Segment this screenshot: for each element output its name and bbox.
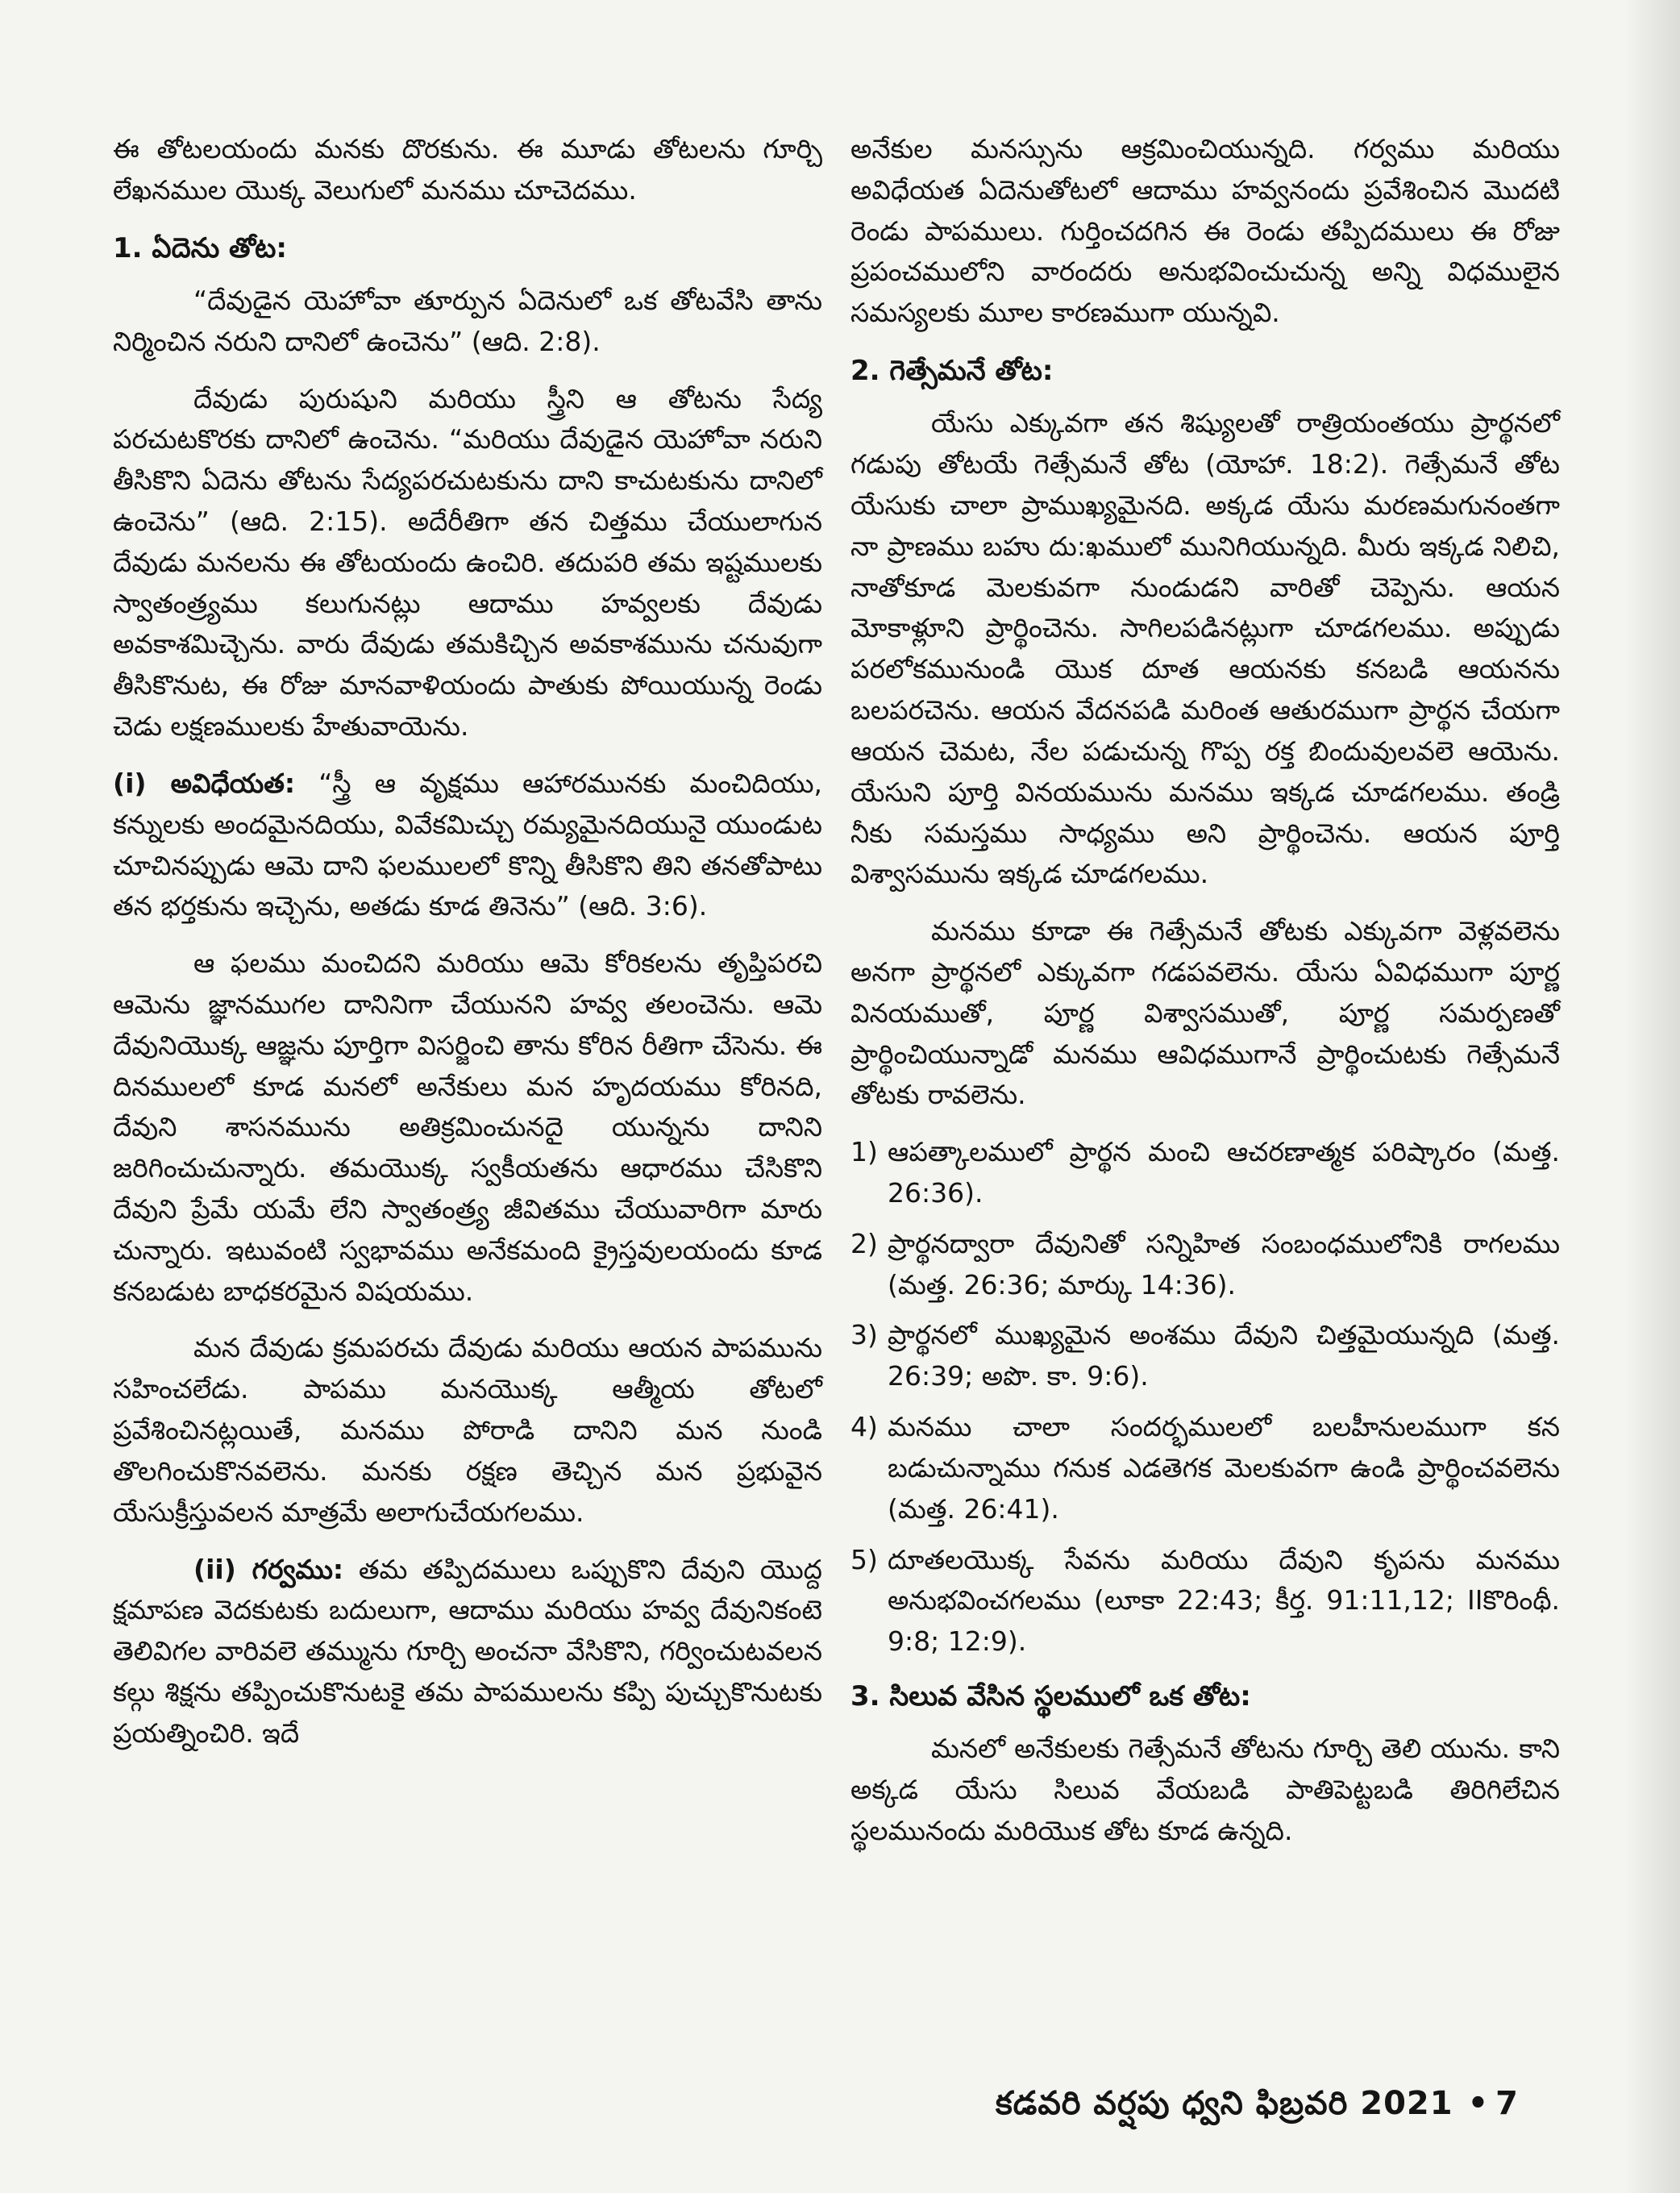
section-heading-eden-garden: 1. ఏదెను తోట: <box>113 231 288 264</box>
eden-paragraph: దేవుడు పురుషుని మరియు స్త్రీని ఆ తోటను సేద్య పరచుటకొరకు దానిలో ఉంచెను. “మరియు దేవుడైన యెహోవా నరుని తీసికొని ఏదెను తోటను సేద్యపరచుటకును దాని కాచుటకును దానిలో ఉంచెను” (ఆది. 2:15). అదేరీతిగా తన చిత్తము చేయులాగున దేవుడు మనలను ఈ తోటయందు ఉంచిరి. తదుపరి తమ ఇష్టములకు స్వాతంత్ర్యము కలుగునట్లు ఆదాము హవ్వలకు దేవుడు అవకాశమిచ్చెను. వారు దేవుడు తమకిచ్చిన అవకాశమును చనువుగా తీసికొనుట, ఈ రోజు మానవాళియందు పాతుకు పోయియున్న రెండు చెడు లక్షణములకు హేతువాయెను. <box>113 382 822 743</box>
continuation-paragraph: అనేకుల మనస్సును ఆక్రమించియున్నది. గర్వము మరియు అవిధేయత ఏదెనుతోటలో ఆదాము హవ్వనందు ప్రవేశించిన మొదటి రెండు పాపములు. గుర్తించదగిన ఈ రెండు తప్పిదములు ఈ రోజు ప్రపంచములోని వారందరు అనుభవించుచున్న అన్ని విధములైన సమస్యలకు మూల కారణముగా యున్నవి. <box>850 133 1560 329</box>
gethsemane-paragraph-1: యేసు ఎక్కువగా తన శిష్యులతో రాత్రియంతయు ప్రార్థనలో గడుపు తోటయే గెత్సేమనే తోట (యోహా. 18:2). గెత్సేమనే తోట యేసుకు చాలా ప్రాముఖ్యమైనది. అక్కడ యేసు మరణమగునంతగా నా ప్రాణము బహు దు:ఖములో మునిగియున్నది. మీరు ఇక్కడ నిలిచి, నాతోకూడ మెలకువగా నుండుడని వారితో చెప్పెను. ఆయన మోకాళ్లూని ప్రార్థించెను. సాగిలపడినట్లుగా చూడగలము. అప్పుడు పరలోకమునుండి యొక దూత ఆయనకు కనబడి ఆయనను బలపరచెను. ఆయన వేదనపడి మరింత ఆతురముగా ప్రార్థన చేయగా ఆయన చెమట, నేల పడుచున్న గొప్ప రక్త బిందువులవలె ఆయెను. యేసుని పూర్తి వినయమును మనము ఇక్కడ చూడగలము. తండ్రి నీకు సమస్తము సాధ్యము అని ప్రార్థించెను. ఆయన పూర్తి విశ్వాసమును ఇక్కడ చూడగలము. <box>850 407 1560 890</box>
list-item: 4) మనము చాలా సందర్భములలో బలహీనులముగా కన బడుచున్నాము గనుక ఎడతెగక మెలకువగా ఉండి ప్రార్థించవలెను (మత్త. 26:41). <box>850 1411 1560 1525</box>
genesis-quote: “దేవుడైన యెహోవా తూర్పున ఏదెనులో ఒక తోటవేసి తాను నిర్మించిన నరుని దానిలో ఉంచెను” (ఆది. 2:8). <box>113 284 822 357</box>
gethsemane-paragraph-2: మనము కూడా ఈ గెత్సేమనే తోటకు ఎక్కువగా వెళ్లవలెను అనగా ప్రార్థనలో ఎక్కువగా గడపవలెను. యేసు ఏవిధముగా పూర్ణ వినయముతో, పూర్ణ విశ్వాసముతో, పూర్ణ సమర్పణతో ప్రార్థించియున్నాడో మనము ఆవిధముగానే ప్రార్థించుటకు గెత్సేమనే తోటకు రావలెను. <box>850 915 1560 1111</box>
list-item: 3) ప్రార్థనలో ముఖ్యమైన అంశము దేవుని చిత్తమైయున్నది (మత్త. 26:39; అపొ. కా. 9:6). <box>850 1319 1560 1392</box>
right-column <box>850 129 1560 1868</box>
section-heading-gethsemane: 2. గెత్సేమనే తోట: <box>850 355 1054 388</box>
page-footer <box>996 2085 1519 2130</box>
disobedience-label: (i) అవిధేయత: <box>113 767 296 799</box>
magazine-title: కడవరి వర్షపు ధ్వని ఫిబ్రవరి 2021 <box>995 2085 1453 2122</box>
god-order-paragraph: మన దేవుడు క్రమపరచు దేవుడు మరియు ఆయన పాపమును సహించలేడు. పాపము మనయొక్క ఆత్మీయ తోటలో ప్రవేశించినట్లయితే, మనము పోరాడి దానిని మన నుండి తొలగించుకొనవలెను. మనకు రక్షణ తెచ్చిన మన ప్రభువైన యేసుక్రీస్తువలన మాత్రమే అలాగుచేయగలము. <box>113 1332 822 1528</box>
bullet-separator: • <box>1467 2085 1490 2122</box>
pride-paragraph <box>113 1550 822 1754</box>
list-item: 1) ఆపత్కాలములో ప్రార్థన మంచి ఆచరణాత్మక పరిష్కారం (మత్త. 26:36). <box>850 1136 1560 1209</box>
left-column <box>113 129 822 1771</box>
disobedience-paragraph <box>113 764 822 927</box>
prayer-benefits-list <box>850 1132 1560 1662</box>
page-number: 7 <box>1495 2085 1519 2122</box>
list-item: 5) దూతలయొక్క సేవను మరియు దేవుని కృపను మనము అనుభవించగలము (లూకా 22:43; కీర్త. 91:11,12; IIకొరింథీ. 9:8; 12:9). <box>850 1543 1560 1658</box>
eve-paragraph: ఆ ఫలము మంచిదని మరియు ఆమె కోరికలను తృప్తిపరచి ఆమెను జ్ఞానముగల దానినిగా చేయునని హవ్వ తలంచెను. ఆమె దేవునియొక్క ఆజ్ఞను పూర్తిగా విసర్జించి తాను కోరిన రీతిగా చేసెను. ఈ దినములలో కూడ మనలో అనేకులు మన హృదయము కోరినది, దేవుని శాసనమును అతిక్రమించునదై యున్నను దానిని జరిగించుచున్నారు. తమయొక్క స్వకీయతను ఆధారము చేసికొని దేవుని ప్రేమే యమే లేని స్వాతంత్ర్య జీవితము చేయువారిగా మారు చున్నారు. ఇటువంటి స్వభావము అనేకమంది క్రైస్తవులయందు కూడ కనబడుట బాధకరమైన విషయము. <box>113 947 822 1307</box>
pride-text: తమ తప్పిదములు ఒప్పుకొని దేవుని యొద్ద క్షమాపణ వెదకుటకు బదులుగా, ఆదాము మరియు హవ్వ దేవునికంటె తెలివిగల వారివలె తమ్మును గూర్చి అంచనా వేసికొని, గర్వించుటవలన కల్గు శిక్షను తప్పించుకొనుటకై తమ పాపములను కప్పి పుచ్చుకొనుటకు ప్రయత్నించిరి. ఇదే <box>113 1553 822 1749</box>
section-heading-crucifixion-garden: 3. సిలువ వేసిన స్థలములో ఒక తోట: <box>850 1679 1251 1712</box>
disobedience-text: “స్త్రీ ఆ వృక్షము ఆహారమునకు మంచిదియు, కన్నులకు అందమైనదియు, వివేకమిచ్చు రమ్యమైనదియునై యుండుట చూచినప్పుడు ఆమె దాని ఫలములలో కొన్ని తీసికొని తిని తనతోపాటు తన భర్తకును ఇచ్చెను, అతడు కూడ తినెను” (ఆది. 3:6). <box>113 767 823 922</box>
crucifixion-garden-paragraph: మనలో అనేకులకు గెత్సేమనే తోటను గూర్చి తెలి యును. కాని అక్కడ యేసు సిలువ వేయబడి పాతిపెట్టబడి తిరిగిలేచిన స్థలమునందు మరియొక తోట కూడ ఉన్నది. <box>850 1733 1560 1846</box>
list-item: 2) ప్రార్థనద్వారా దేవునితో సన్నిహిత సంబంధములోనికి రాగలము (మత్త. 26:36; మార్కు 14:36). <box>850 1227 1560 1300</box>
intro-paragraph: ఈ తోటలయందు మనకు దొరకును. ఈ మూడు తోటలను గూర్చి లేఖనముల యొక్క వెలుగులో మనము చూచెదము. <box>113 133 822 206</box>
pride-label: (ii) గర్వము: <box>193 1553 344 1585</box>
